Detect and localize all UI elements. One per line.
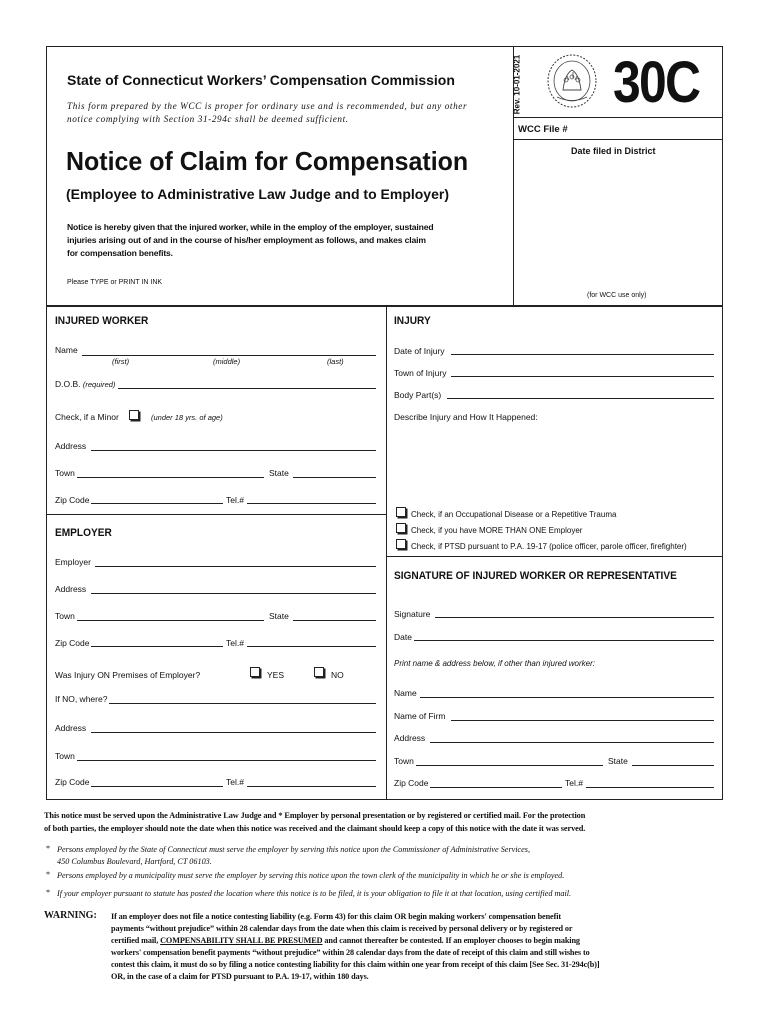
rep-address-field[interactable] [430, 742, 714, 743]
premises-zip-label: Zip Code [55, 777, 90, 787]
warning-line-3a: certified mail, [111, 935, 159, 945]
premises-no-checkbox[interactable] [314, 667, 324, 677]
occupational-disease-checkbox[interactable] [396, 507, 406, 517]
notice-line-1: Notice is hereby given that the injured worker, while in the employ of the employer, sustained [67, 222, 434, 232]
employer-zip-field[interactable] [91, 646, 223, 647]
note-3-star: * [46, 888, 51, 897]
compensability-presumed: COMPENSABILITY SHALL BE PRESUMED [160, 935, 323, 945]
multiple-employer-checkbox[interactable] [396, 523, 406, 533]
employer-tel-field[interactable] [247, 646, 376, 647]
signature-section [386, 556, 723, 800]
employer-zip-label: Zip Code [55, 638, 90, 648]
service-text-line-1: This notice must be served upon the Administrative Law Judge and * Employer by personal presentation or by registered or certified mail. For the protection [44, 811, 586, 820]
form-subtitle: (Employee to Administrative Law Judge and to Employer) [66, 186, 449, 202]
dob-field[interactable] [118, 388, 376, 389]
employer-heading: EMPLOYER [55, 527, 112, 539]
injured-worker-section [46, 306, 387, 515]
firm-name-label: Name of Firm [394, 711, 446, 721]
rep-name-label: Name [394, 688, 417, 698]
signature-date-field[interactable] [414, 640, 714, 641]
warning-line-2: payments “without prejudice” within 28 calendar days from the date when this claim is received by personal delivery or by registered or [111, 923, 573, 933]
rep-name-field[interactable] [420, 697, 714, 698]
signature-field[interactable] [435, 617, 714, 618]
disclaimer-line-2: notice complying with Section 31-294c shall be deemed sufficient. [67, 114, 349, 124]
rep-state-label: State [608, 756, 628, 766]
wcc-file-label: WCC File # [518, 124, 568, 135]
employer-state-label: State [269, 611, 289, 621]
rep-town-label: Town [394, 756, 414, 766]
name-first-hint: (first) [112, 357, 130, 366]
ptsd-checkbox[interactable] [396, 539, 406, 549]
worker-state-field[interactable] [293, 477, 376, 478]
body-parts-label: Body Part(s) [394, 390, 442, 400]
describe-injury-area[interactable] [394, 426, 714, 504]
premises-question: Was Injury ON Premises of Employer? [55, 670, 201, 680]
commission-name: State of Connecticut Workers’ Compensation Commission [67, 72, 455, 88]
warning-label: WARNING: [44, 910, 97, 921]
premises-no-label: NO [331, 670, 344, 680]
injury-date-field[interactable] [451, 354, 714, 355]
note-1-star: * [46, 844, 51, 853]
warning-line-1: If an employer does not file a notice contesting liability (e.g. Form 43) for this claim OR begin making workers' compensation benefit [111, 912, 561, 921]
name-field[interactable] [82, 355, 376, 356]
minor-checkbox[interactable] [129, 410, 139, 420]
employer-address-label: Address [55, 584, 87, 594]
worker-town-field[interactable] [77, 477, 264, 478]
rep-zip-label: Zip Code [394, 778, 429, 788]
employer-town-field[interactable] [77, 620, 264, 621]
form-number: 30C [613, 50, 700, 115]
firm-name-field[interactable] [451, 720, 714, 721]
signature-heading: SIGNATURE OF INJURED WORKER OR REPRESENTATIVE [394, 570, 677, 582]
injury-date-label: Date of Injury [394, 346, 445, 356]
employer-town-label: Town [55, 611, 75, 621]
name-label: Name [55, 345, 78, 355]
note-state-employees-l2: 450 Columbus Boulevard, Hartford, CT 06103. [57, 857, 212, 866]
rep-tel-field[interactable] [586, 787, 714, 788]
header-divider-horizontal [513, 117, 723, 118]
employer-section [46, 514, 387, 800]
worker-zip-field[interactable] [91, 503, 223, 504]
state-seal-icon [543, 52, 601, 110]
warning-text [111, 911, 599, 982]
rep-town-field[interactable] [416, 765, 603, 766]
employer-field[interactable] [95, 566, 376, 567]
injured-worker-heading: INJURED WORKER [55, 315, 149, 327]
worker-tel-field[interactable] [247, 503, 376, 504]
premises-zip-field[interactable] [91, 786, 223, 787]
premises-town-field[interactable] [77, 760, 376, 761]
dob-text: D.O.B. [55, 379, 81, 389]
premises-yes-checkbox[interactable] [250, 667, 260, 677]
employer-label: Employer [55, 557, 91, 567]
notice-line-3: for compensation benefits. [67, 248, 173, 258]
form-title: Notice of Claim for Compensation [66, 146, 469, 176]
print-instructions: Please TYPE or PRINT IN INK [67, 279, 163, 286]
warning-line-5: contest this claim, it must do so by filing a notice contesting liability for this claim within one year from receipt of this claim [See Sec. 31-294c(b)] [111, 959, 600, 969]
note-state-employees-l1: Persons employed by the State of Connecticut must serve the employer by serving this notice upon the Commissioner of Administrative Services, [57, 845, 531, 854]
if-no-where-label: If NO, where? [55, 694, 108, 704]
name-last-hint: (last) [327, 357, 344, 366]
minor-note: (under 18 yrs. of age) [151, 413, 223, 422]
worker-address-label: Address [55, 441, 87, 451]
premises-yes-label: YES [267, 670, 285, 680]
warning-line-3 [111, 935, 599, 947]
for-wcc-use-label: (for WCC use only) [587, 292, 647, 299]
worker-zip-label: Zip Code [55, 495, 90, 505]
name-middle-hint: (middle) [213, 357, 241, 366]
signature-label: Signature [394, 609, 431, 619]
rep-address-label: Address [394, 733, 426, 743]
worker-town-label: Town [55, 468, 75, 478]
notice-line-2: injuries arising out of and in the course of his/her employment as follows, and makes claim [67, 235, 426, 245]
injury-town-field[interactable] [451, 376, 714, 377]
describe-injury-label: Describe Injury and How It Happened: [394, 412, 538, 422]
note-municipal-employees: Persons employed by a municipality must serve the employer by serving this notice upon the town clerk of the municipality in which he or she is employed. [57, 871, 565, 880]
rep-zip-field[interactable] [430, 787, 562, 788]
dob-label [55, 379, 115, 389]
signature-date-label: Date [394, 632, 412, 642]
worker-address-field[interactable] [91, 450, 376, 451]
note-posted-location: If your employer pursuant to statute has posted the location where this notice is to be filed, it is your obligation to file it at that location, using certified mail. [57, 889, 572, 898]
minor-label: Check, if a Minor [55, 412, 119, 422]
occupational-disease-label: Check, if an Occupational Disease or a Repetitive Trauma [411, 510, 617, 519]
warning-line-4: workers' compensation benefit payments “without prejudice” within 28 calendar days from the date of receipt of this claim and still wishes to [111, 947, 590, 957]
premises-town-label: Town [55, 751, 75, 761]
disclaimer-line-1: This form prepared by the WCC is proper for ordinary use and is recommended, but any other [67, 101, 468, 111]
injury-town-label: Town of Injury [394, 368, 447, 378]
body-parts-field[interactable] [447, 398, 714, 399]
employer-state-field[interactable] [293, 620, 376, 621]
employer-address-field[interactable] [91, 593, 376, 594]
premises-address-field[interactable] [91, 732, 376, 733]
warning-line-3c: and cannot thereafter be contested. If an employer chooses to begin making [324, 935, 580, 945]
ptsd-label: Check, if PTSD pursuant to P.A. 19-17 (police officer, parole officer, firefighter) [411, 542, 687, 551]
premises-tel-field[interactable] [247, 786, 376, 787]
service-text-line-2: of both parties, the employer should note the date when this notice was received and the claimant should keep a copy of this notice with the date it was served. [44, 824, 586, 833]
worker-tel-label: Tel.# [226, 495, 244, 505]
if-no-where-field[interactable] [109, 703, 376, 704]
worker-state-label: State [269, 468, 289, 478]
multiple-employer-label: Check, if you have MORE THAN ONE Employer [411, 526, 583, 535]
print-name-note: Print name & address below, if other than injured worker: [394, 659, 595, 668]
rep-state-field[interactable] [632, 765, 714, 766]
rep-tel-label: Tel.# [565, 778, 583, 788]
header-divider-horizontal-2 [513, 139, 723, 140]
date-filed-label: Date filed in District [571, 146, 656, 156]
premises-address-label: Address [55, 723, 87, 733]
dob-required: (required) [82, 380, 116, 389]
note-2-star: * [46, 870, 51, 879]
warning-line-6: OR, in the case of a claim for PTSD pursuant to P.A. 19-17, within 180 days. [111, 971, 369, 981]
employer-tel-label: Tel.# [226, 638, 244, 648]
premises-tel-label: Tel.# [226, 777, 244, 787]
injury-heading: INJURY [394, 315, 431, 327]
revision-date: Rev. 10-01-2021 [512, 54, 522, 115]
